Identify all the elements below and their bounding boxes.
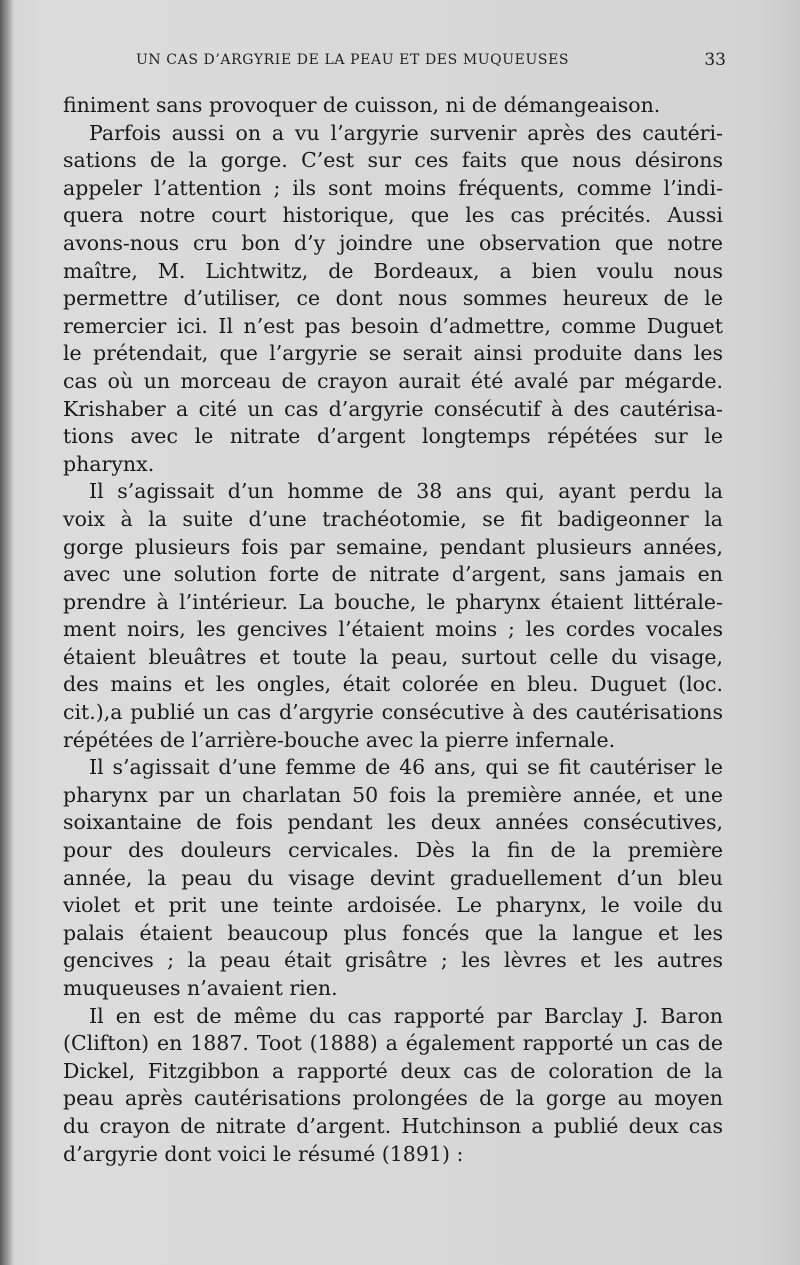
page-number: 33 [704,50,726,70]
text-line: pharynx. [63,451,155,476]
text-line: avons-nous cru bon d’y joindre une observation que notre [63,230,723,255]
text-line: Il s’agissait d’un homme de 38 ans qui, ayant perdu la [89,479,723,504]
text-line: voix à la suite d’une trachéotomie, se fit badigeonner la [63,506,723,531]
paragraph [63,92,723,120]
text-line: gorge plusieurs fois par semaine, pendant plusieurs années, [63,534,723,559]
text-line: pharynx par un charlatan 50 fois la première année, et une [63,782,723,807]
text-line: cas où un morceau de crayon aurait été avalé par mégarde. [63,368,723,393]
text-line: appeler l’attention ; ils sont moins fréquents, comme l’indi- [63,175,723,200]
text-line: maître, M. Lichtwitz, de Bordeaux, a bien voulu nous [63,258,723,283]
paragraph [63,754,723,1002]
text-line: quera notre court historique, que les cas précités. Aussi [63,203,723,228]
text-line: le prétendait, que l’argyrie se serait ainsi produite dans les [63,341,723,366]
binding-shadow [0,0,14,1265]
text-line: palais étaient beaucoup plus foncés que la langue et les [63,920,723,945]
text-line: pour des douleurs cervicales. Dès la fin de la première [63,838,723,863]
text-line: gencives ; la peau était grisâtre ; les lèvres et les autres [63,948,723,973]
text-line: finiment sans provoquer de cuisson, ni de démangeaison. [63,93,661,117]
paragraph [63,120,723,479]
text-line: du crayon de nitrate d’argent. Hutchinson a publié deux cas [63,1113,723,1138]
paragraph [63,478,723,754]
text-line: Parfois aussi on a vu l’argyrie survenir après des cautéri- [89,120,723,145]
text-line: avec une solution forte de nitrate d’argent, sans jamais en [63,562,723,587]
text-line: sations de la gorge. C’est sur ces faits que nous désirons [63,148,723,173]
text-line: Krishaber a cité un cas d’argyrie consécutif à des cautérisa- [63,396,723,421]
text-line: soixantaine de fois pendant les deux années consécutives, [63,810,723,835]
text-line: Il en est de même du cas rapporté par Barclay J. Baron [89,1003,723,1028]
text-line: année, la peau du visage devint graduellement d’un bleu [63,865,723,890]
paragraph [63,1003,723,1169]
text-line: tions avec le nitrate d’argent longtemps répétées sur le [63,424,723,449]
text-line: remercier ici. Il n’est pas besoin d’admettre, comme Duguet [63,313,723,338]
text-line: ment noirs, les gencives l’étaient moins ; les cordes vocales [63,617,723,642]
running-head [136,50,726,72]
text-line: violet et prit une teinte ardoisée. Le pharynx, le voile du [63,893,723,918]
text-line: étaient bleuâtres et toute la peau, surtout celle du visage, [63,644,723,669]
body-text [63,92,723,1168]
text-line: permettre d’utiliser, ce dont nous sommes heureux de le [63,286,723,311]
text-line: des mains et les ongles, était colorée en bleu. Duguet (loc. [63,672,723,697]
text-line: peau après cautérisations prolongées de la gorge au moyen [63,1086,723,1111]
text-line: Il s’agissait d’une femme de 46 ans, qui se fit cautériser le [89,755,723,780]
text-line: répétées de l’arrière-bouche avec la pierre infernale. [63,727,616,752]
text-line: cit.),a publié un cas d’argyrie consécutive à des cautérisations [63,700,723,725]
text-line: muqueuses n’avaient rien. [63,976,338,1000]
text-line: (Clifton) en 1887. Toot (1888) a également rapporté un cas de [63,1031,723,1056]
text-line: d’argyrie dont voici le résumé (1891) : [63,1141,464,1166]
text-line: prendre à l’intérieur. La bouche, le pharynx étaient littérale- [63,589,723,614]
text-line: Dickel, Fitzgibbon a rapporté deux cas de coloration de la [63,1058,723,1083]
running-title: UN CAS D’ARGYRIE DE LA PEAU ET DES MUQUEUSES [136,52,570,68]
